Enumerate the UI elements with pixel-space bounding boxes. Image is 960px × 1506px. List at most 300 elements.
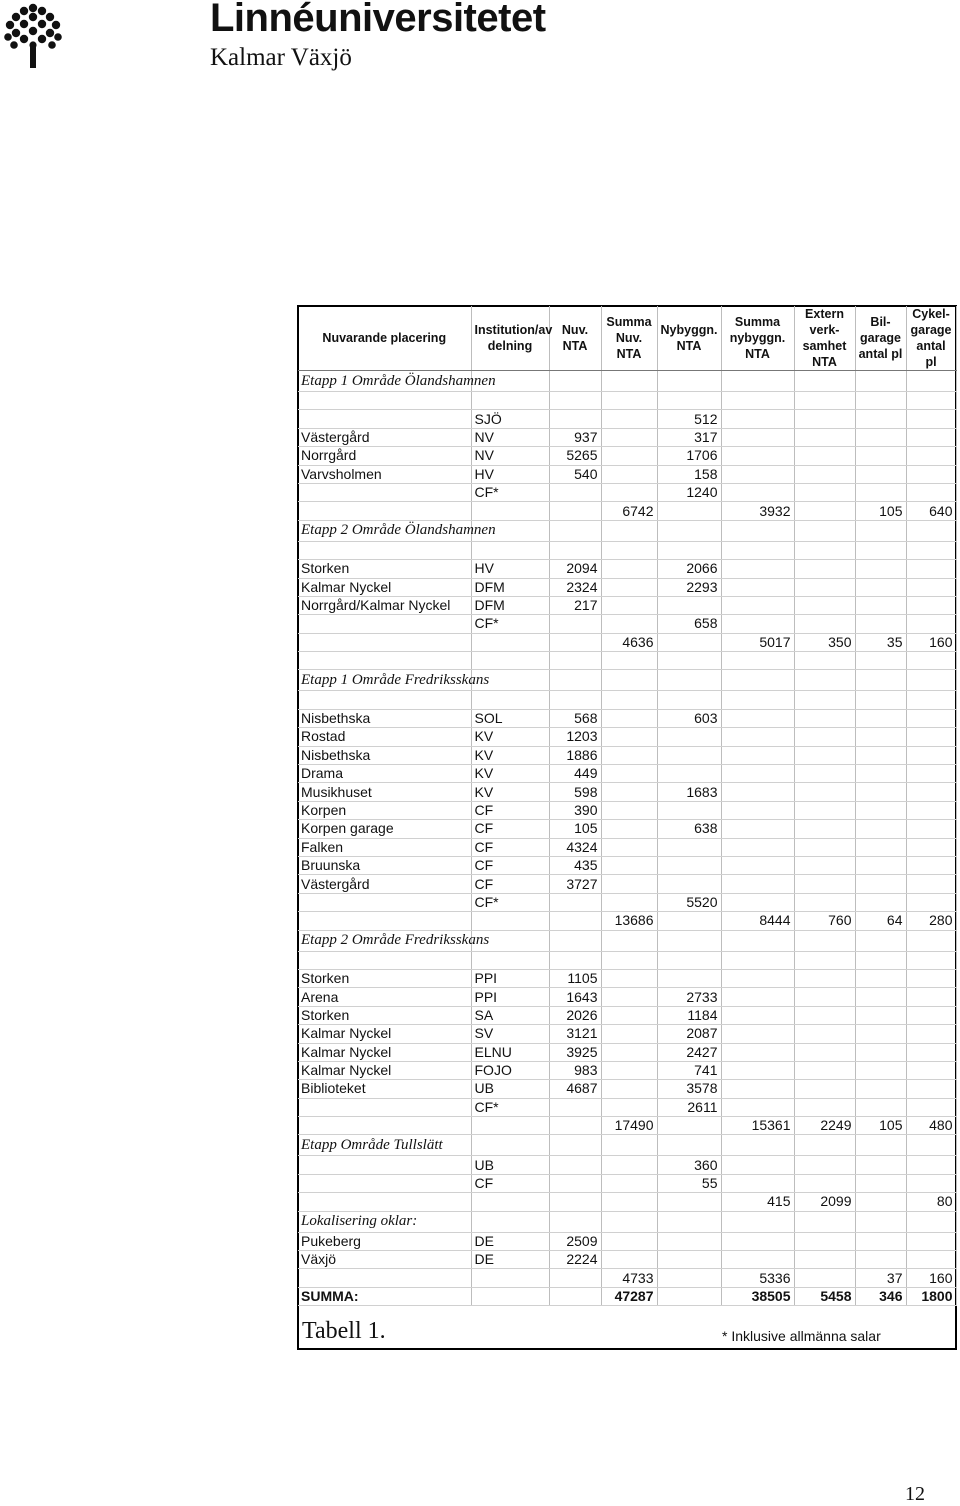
table-cell: 64 bbox=[855, 912, 906, 930]
table-cell bbox=[721, 465, 794, 483]
table-cell bbox=[794, 520, 855, 541]
table-cell bbox=[549, 371, 601, 392]
section-row bbox=[298, 1211, 956, 1232]
table-cell: 3578 bbox=[657, 1080, 721, 1098]
table-cell: 1240 bbox=[657, 483, 721, 501]
table-row bbox=[298, 1232, 956, 1250]
table-cell bbox=[721, 1135, 794, 1156]
table-cell: Nisbethska bbox=[298, 709, 471, 727]
table-cell bbox=[298, 541, 471, 559]
table-cell bbox=[657, 691, 721, 709]
table-cell: 105 bbox=[855, 1117, 906, 1135]
table-cell: 158 bbox=[657, 465, 721, 483]
table-cell: Varvsholmen bbox=[298, 465, 471, 483]
table-row bbox=[298, 1193, 956, 1211]
table-cell bbox=[906, 483, 956, 501]
table-cell bbox=[657, 596, 721, 614]
table-row bbox=[298, 1043, 956, 1061]
table-cell bbox=[471, 1269, 549, 1287]
table-cell bbox=[794, 838, 855, 856]
table-cell bbox=[855, 801, 906, 819]
table-cell bbox=[298, 951, 471, 969]
section-row bbox=[298, 930, 956, 951]
table-cell bbox=[657, 371, 721, 392]
table-cell bbox=[298, 483, 471, 501]
table-cell bbox=[471, 502, 549, 520]
table-cell bbox=[721, 392, 794, 410]
table-row bbox=[298, 560, 956, 578]
table-cell: 317 bbox=[657, 428, 721, 446]
table-cell: 760 bbox=[794, 912, 855, 930]
table-cell: 217 bbox=[549, 596, 601, 614]
table-cell bbox=[549, 1269, 601, 1287]
table-cell bbox=[794, 1211, 855, 1232]
table-cell: 1683 bbox=[657, 783, 721, 801]
table-row bbox=[298, 596, 956, 614]
table-cell: SUMMA: bbox=[298, 1287, 471, 1305]
table-cell bbox=[906, 1232, 956, 1250]
table-cell bbox=[298, 1174, 471, 1192]
table-cell: SA bbox=[471, 1006, 549, 1024]
table-cell bbox=[601, 875, 657, 893]
table-cell bbox=[906, 410, 956, 428]
table-cell bbox=[794, 1232, 855, 1250]
table-cell: SJÖ bbox=[471, 410, 549, 428]
table-cell bbox=[601, 1251, 657, 1269]
table-cell bbox=[794, 875, 855, 893]
table-cell bbox=[906, 578, 956, 596]
table-row bbox=[298, 410, 956, 428]
table-cell bbox=[794, 1006, 855, 1024]
table-cell bbox=[855, 1156, 906, 1174]
table-cell bbox=[855, 746, 906, 764]
table-cell bbox=[855, 596, 906, 614]
section-heading: Etapp 1 Område Fredriksskans bbox=[298, 670, 471, 691]
table-cell bbox=[601, 783, 657, 801]
table-cell bbox=[906, 765, 956, 783]
table-cell bbox=[721, 483, 794, 501]
table-cell bbox=[657, 1232, 721, 1250]
table-cell bbox=[794, 578, 855, 596]
table-cell bbox=[601, 1043, 657, 1061]
table-cell: 741 bbox=[657, 1061, 721, 1079]
table-cell bbox=[906, 709, 956, 727]
table-cell bbox=[721, 951, 794, 969]
table-row bbox=[298, 728, 956, 746]
table-cell bbox=[906, 838, 956, 856]
table-cell bbox=[471, 633, 549, 651]
table-cell bbox=[549, 691, 601, 709]
table-cell: 105 bbox=[855, 502, 906, 520]
table-cell bbox=[657, 765, 721, 783]
table-cell bbox=[855, 875, 906, 893]
section-heading: Etapp 2 Område Fredriksskans bbox=[298, 930, 471, 951]
logo-wordmark: Linnéuniversitetet bbox=[210, 0, 546, 40]
table-row bbox=[298, 801, 956, 819]
table-cell bbox=[601, 1080, 657, 1098]
table-cell bbox=[721, 1025, 794, 1043]
table-cell: 390 bbox=[549, 801, 601, 819]
table-cell: ELNU bbox=[471, 1043, 549, 1061]
table-cell bbox=[657, 801, 721, 819]
table-cell bbox=[721, 520, 794, 541]
section-row bbox=[298, 371, 956, 392]
table-cell bbox=[471, 691, 549, 709]
table-cell: KV bbox=[471, 728, 549, 746]
table-row bbox=[298, 1061, 956, 1079]
table-cell: 160 bbox=[906, 633, 956, 651]
table-cell bbox=[601, 596, 657, 614]
table-cell bbox=[721, 371, 794, 392]
table-cell bbox=[601, 615, 657, 633]
table-cell: 4687 bbox=[549, 1080, 601, 1098]
table-cell bbox=[906, 746, 956, 764]
table-cell: 38505 bbox=[721, 1287, 794, 1305]
table-cell bbox=[657, 392, 721, 410]
table-cell: DFM bbox=[471, 596, 549, 614]
data-table bbox=[298, 306, 957, 1306]
table-cell bbox=[549, 520, 601, 541]
table-cell bbox=[855, 1043, 906, 1061]
table-cell bbox=[657, 1287, 721, 1305]
table-row bbox=[298, 633, 956, 651]
table-cell bbox=[601, 1135, 657, 1156]
table-row bbox=[298, 691, 956, 709]
table-cell bbox=[906, 969, 956, 987]
table-cell: SV bbox=[471, 1025, 549, 1043]
table-row bbox=[298, 541, 956, 559]
table-cell: Kalmar Nyckel bbox=[298, 1061, 471, 1079]
table-cell bbox=[721, 783, 794, 801]
table-cell bbox=[298, 502, 471, 520]
table-cell bbox=[721, 969, 794, 987]
table-cell bbox=[794, 691, 855, 709]
table-cell bbox=[855, 447, 906, 465]
table-row bbox=[298, 820, 956, 838]
table-cell bbox=[794, 541, 855, 559]
table-row bbox=[298, 465, 956, 483]
table-cell bbox=[549, 1174, 601, 1192]
table-cell bbox=[601, 856, 657, 874]
table-cell bbox=[855, 838, 906, 856]
table-cell bbox=[601, 988, 657, 1006]
table-cell bbox=[855, 483, 906, 501]
table-cell: HV bbox=[471, 465, 549, 483]
table-row bbox=[298, 652, 956, 670]
table-cell: Storken bbox=[298, 560, 471, 578]
table-cell bbox=[601, 1006, 657, 1024]
table-cell: 1886 bbox=[549, 746, 601, 764]
tree-logo-icon bbox=[4, 2, 62, 68]
table-cell bbox=[794, 483, 855, 501]
table-cell bbox=[601, 541, 657, 559]
table-cell bbox=[601, 520, 657, 541]
table-cell bbox=[855, 820, 906, 838]
table-caption: Tabell 1. bbox=[302, 1318, 386, 1344]
table-cell bbox=[794, 709, 855, 727]
table-cell bbox=[601, 893, 657, 911]
table-cell bbox=[471, 912, 549, 930]
table-cell bbox=[721, 1098, 794, 1116]
table-cell: 3932 bbox=[721, 502, 794, 520]
table-cell: 638 bbox=[657, 820, 721, 838]
table-row bbox=[298, 912, 956, 930]
table-cell bbox=[906, 1251, 956, 1269]
table-cell: 37 bbox=[855, 1269, 906, 1287]
table-cell bbox=[855, 578, 906, 596]
table-row bbox=[298, 1174, 956, 1192]
table-cell bbox=[855, 783, 906, 801]
table-cell bbox=[601, 691, 657, 709]
section-heading: Etapp Område Tullslätt bbox=[298, 1135, 471, 1156]
table-cell bbox=[471, 1211, 549, 1232]
table-cell: 435 bbox=[549, 856, 601, 874]
table-cell: 13686 bbox=[601, 912, 657, 930]
table-cell bbox=[657, 1117, 721, 1135]
table-cell bbox=[549, 652, 601, 670]
table-cell: Rostad bbox=[298, 728, 471, 746]
table-cell bbox=[794, 765, 855, 783]
table-cell bbox=[855, 1061, 906, 1079]
table-cell bbox=[721, 1251, 794, 1269]
table-cell bbox=[855, 856, 906, 874]
table-cell: PPI bbox=[471, 988, 549, 1006]
table-cell bbox=[855, 969, 906, 987]
table-cell bbox=[906, 541, 956, 559]
table-row bbox=[298, 447, 956, 465]
section-heading: Lokalisering oklar: bbox=[298, 1211, 471, 1232]
table-cell bbox=[855, 1193, 906, 1211]
section-row bbox=[298, 1135, 956, 1156]
table-cell bbox=[906, 652, 956, 670]
table-cell bbox=[601, 1211, 657, 1232]
table-row bbox=[298, 428, 956, 446]
table-cell: 603 bbox=[657, 709, 721, 727]
table-cell: CF* bbox=[471, 615, 549, 633]
table-cell: Norrgård bbox=[298, 447, 471, 465]
table-cell bbox=[657, 1193, 721, 1211]
table-cell: NV bbox=[471, 447, 549, 465]
table-cell bbox=[601, 765, 657, 783]
table-cell bbox=[794, 447, 855, 465]
table-cell bbox=[657, 728, 721, 746]
table-cell bbox=[794, 596, 855, 614]
table-cell: 5458 bbox=[794, 1287, 855, 1305]
table-cell bbox=[601, 670, 657, 691]
table-cell: 480 bbox=[906, 1117, 956, 1135]
table-cell bbox=[794, 988, 855, 1006]
table-cell bbox=[601, 560, 657, 578]
section-heading: Etapp 1 Område Ölandshamnen bbox=[298, 371, 471, 392]
table-cell bbox=[657, 746, 721, 764]
table-cell bbox=[471, 951, 549, 969]
table-cell bbox=[906, 1025, 956, 1043]
table-cell: 2324 bbox=[549, 578, 601, 596]
table-row bbox=[298, 838, 956, 856]
table-cell bbox=[721, 1061, 794, 1079]
table-cell: 2427 bbox=[657, 1043, 721, 1061]
table-cell bbox=[794, 428, 855, 446]
table-cell bbox=[906, 1080, 956, 1098]
table-cell: HV bbox=[471, 560, 549, 578]
table-cell bbox=[471, 1287, 549, 1305]
table-cell bbox=[794, 1156, 855, 1174]
table-row bbox=[298, 709, 956, 727]
table-cell bbox=[601, 801, 657, 819]
table-cell bbox=[601, 1156, 657, 1174]
table-cell: Norrgård/Kalmar Nyckel bbox=[298, 596, 471, 614]
table-cell: 1203 bbox=[549, 728, 601, 746]
table-cell bbox=[549, 502, 601, 520]
table-cell: Falken bbox=[298, 838, 471, 856]
table-cell bbox=[601, 746, 657, 764]
table-cell: 2293 bbox=[657, 578, 721, 596]
table-cell: 2733 bbox=[657, 988, 721, 1006]
table-cell bbox=[794, 371, 855, 392]
table-cell: CF bbox=[471, 1174, 549, 1192]
table-cell bbox=[657, 1269, 721, 1287]
table-cell: 658 bbox=[657, 615, 721, 633]
table-cell bbox=[794, 1251, 855, 1269]
table-cell: Kalmar Nyckel bbox=[298, 1025, 471, 1043]
table-cell bbox=[855, 893, 906, 911]
table-cell bbox=[657, 969, 721, 987]
table-cell bbox=[601, 709, 657, 727]
table-cell bbox=[298, 633, 471, 651]
table-cell bbox=[906, 728, 956, 746]
table-cell bbox=[721, 765, 794, 783]
column-header: Extern verk-samhet NTA bbox=[794, 306, 855, 371]
table-cell bbox=[855, 930, 906, 951]
table-cell: 17490 bbox=[601, 1117, 657, 1135]
table-cell bbox=[794, 1080, 855, 1098]
table-cell bbox=[657, 1211, 721, 1232]
column-header: Institution/av delning bbox=[471, 306, 549, 371]
table-cell: NV bbox=[471, 428, 549, 446]
table-cell: 512 bbox=[657, 410, 721, 428]
table-cell bbox=[657, 520, 721, 541]
table-cell bbox=[906, 596, 956, 614]
table-cell bbox=[601, 428, 657, 446]
table-cell bbox=[906, 371, 956, 392]
table-cell: 2094 bbox=[549, 560, 601, 578]
table-cell bbox=[549, 1117, 601, 1135]
table-cell bbox=[794, 465, 855, 483]
table-cell: 2224 bbox=[549, 1251, 601, 1269]
table-cell: 350 bbox=[794, 633, 855, 651]
table-cell bbox=[601, 1232, 657, 1250]
column-header: Nuv. NTA bbox=[549, 306, 601, 371]
table-cell bbox=[601, 930, 657, 951]
table-cell: DE bbox=[471, 1232, 549, 1250]
table-cell: 35 bbox=[855, 633, 906, 651]
table-cell bbox=[906, 447, 956, 465]
table-cell: Pukeberg bbox=[298, 1232, 471, 1250]
table-cell: 3925 bbox=[549, 1043, 601, 1061]
table-cell bbox=[721, 1080, 794, 1098]
table-row bbox=[298, 875, 956, 893]
table-cell: 5017 bbox=[721, 633, 794, 651]
table-cell bbox=[794, 801, 855, 819]
table-cell bbox=[601, 1098, 657, 1116]
table-cell bbox=[721, 988, 794, 1006]
table-cell bbox=[721, 560, 794, 578]
table-cell bbox=[906, 392, 956, 410]
table-cell: Drama bbox=[298, 765, 471, 783]
table-cell: 1643 bbox=[549, 988, 601, 1006]
table-cell: Storken bbox=[298, 969, 471, 987]
table-row bbox=[298, 392, 956, 410]
table-cell bbox=[855, 410, 906, 428]
table-cell bbox=[298, 1193, 471, 1211]
table-cell bbox=[794, 1098, 855, 1116]
table-cell bbox=[794, 746, 855, 764]
table-cell: 1800 bbox=[906, 1287, 956, 1305]
table-cell: Växjö bbox=[298, 1251, 471, 1269]
table-cell bbox=[855, 652, 906, 670]
table-cell: Nisbethska bbox=[298, 746, 471, 764]
table-cell bbox=[906, 670, 956, 691]
table-row bbox=[298, 1251, 956, 1269]
table-cell bbox=[855, 1098, 906, 1116]
table-cell bbox=[657, 912, 721, 930]
table-cell bbox=[855, 988, 906, 1006]
table-cell bbox=[721, 875, 794, 893]
table-cell: 2611 bbox=[657, 1098, 721, 1116]
table-cell bbox=[855, 615, 906, 633]
table-cell bbox=[906, 893, 956, 911]
table-cell bbox=[855, 728, 906, 746]
logo-subtitle: Kalmar Växjö bbox=[210, 44, 352, 71]
table-cell bbox=[471, 1135, 549, 1156]
table-cell bbox=[471, 541, 549, 559]
table-cell: 5336 bbox=[721, 1269, 794, 1287]
table-cell bbox=[601, 1061, 657, 1079]
table-cell bbox=[298, 615, 471, 633]
table-cell: 4636 bbox=[601, 633, 657, 651]
table-row bbox=[298, 988, 956, 1006]
table-cell bbox=[298, 1156, 471, 1174]
table-cell bbox=[471, 1193, 549, 1211]
table-cell bbox=[549, 1135, 601, 1156]
table-cell bbox=[601, 392, 657, 410]
table-cell bbox=[855, 520, 906, 541]
table-cell bbox=[855, 691, 906, 709]
table-row bbox=[298, 951, 956, 969]
table-cell bbox=[471, 392, 549, 410]
table-row bbox=[298, 1025, 956, 1043]
table-cell: CF bbox=[471, 838, 549, 856]
table-cell bbox=[601, 465, 657, 483]
table-cell bbox=[298, 1269, 471, 1287]
table-cell: CF bbox=[471, 820, 549, 838]
table-cell bbox=[794, 969, 855, 987]
footnote: * Inklusive allmänna salar bbox=[722, 1328, 881, 1344]
table-cell: 540 bbox=[549, 465, 601, 483]
table-row bbox=[298, 502, 956, 520]
table-cell: 346 bbox=[855, 1287, 906, 1305]
table-cell bbox=[906, 1135, 956, 1156]
table-cell: 983 bbox=[549, 1061, 601, 1079]
table-cell bbox=[794, 1061, 855, 1079]
column-header: Bil-garage antal pl bbox=[855, 306, 906, 371]
table-cell: 1706 bbox=[657, 447, 721, 465]
table-cell: Bruunska bbox=[298, 856, 471, 874]
table-cell bbox=[855, 1251, 906, 1269]
table-row bbox=[298, 1080, 956, 1098]
table-cell: KV bbox=[471, 746, 549, 764]
table-row bbox=[298, 615, 956, 633]
